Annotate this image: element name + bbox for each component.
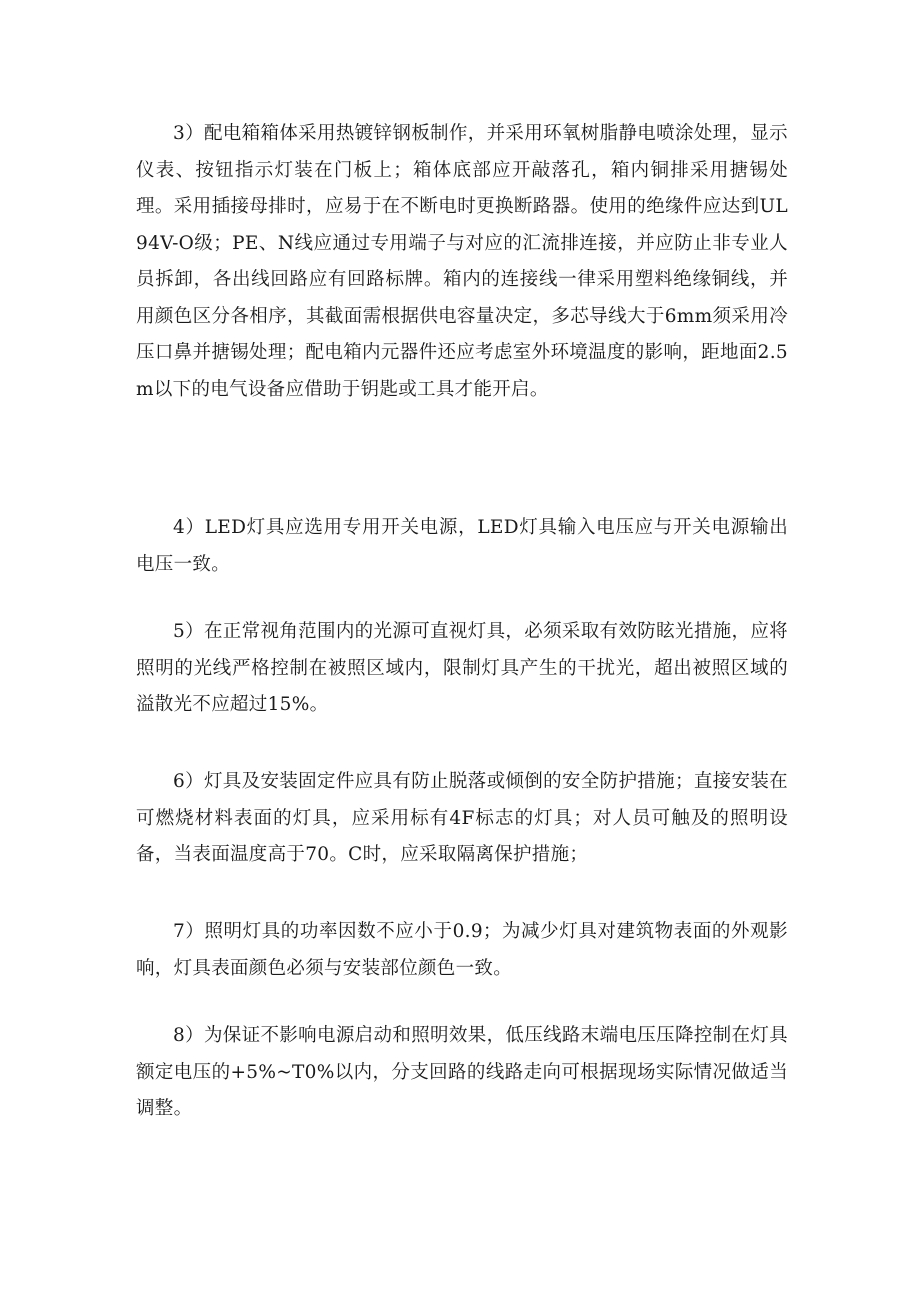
paragraph-item-3: 3）配电箱箱体采用热镀锌钢板制作，并采用环氧树脂静电喷涂处理，显示仪表、按钮指示灯装在门板上；箱体底部应开敲落孔，箱内铜排采用搪锡处理。采用插接母排时，应易于在不断电时更换断路器。使用的绝缘件应达到UL94V-O级；PE、N线应通过专用端子与对应的汇流排连接，并应防止非专业人员拆卸，各出线回路应有回路标牌。箱内的连接线一律采用塑料绝缘铜线，并用颜色区分各相序，其截面需根据供电容量决定，多芯导线大于6mm须采用冷压口鼻并搪锡处理；配电箱内元器件还应考虑室外环境温度的影响，距地面2.5m以下的电气设备应借助于钥匙或工具才能开启。 bbox=[136, 123, 788, 400]
paragraph-item-6: 6）灯具及安装固定件应具有防止脱落或倾倒的安全防护措施；直接安装在可燃烧材料表面的灯具，应采用标有4F标志的灯具；对人员可触及的照明设备，当表面温度高于70。C时，应采取隔离保护措施； bbox=[136, 771, 788, 865]
paragraph-item-4: 4）LED灯具应选用专用开关电源，LED灯具输入电压应与开关电源输出电压一致。 bbox=[136, 517, 788, 575]
paragraph-item-7: 7）照明灯具的功率因数不应小于0.9；为减少灯具对建筑物表面的外观影响，灯具表面颜色必须与安装部位颜色一致。 bbox=[136, 921, 788, 979]
paragraph-item-8: 8）为保证不影响电源启动和照明效果，低压线路末端电压压降控制在灯具额定电压的+5%~T0%以内，分支回路的线路走向可根据现场实际情况做适当调整。 bbox=[136, 1025, 788, 1119]
paragraph-item-5: 5）在正常视角范围内的光源可直视灯具，必须采取有效防眩光措施，应将照明的光线严格控制在被照区域内，限制灯具产生的干扰光，超出被照区域的溢散光不应超过15%。 bbox=[136, 621, 788, 715]
